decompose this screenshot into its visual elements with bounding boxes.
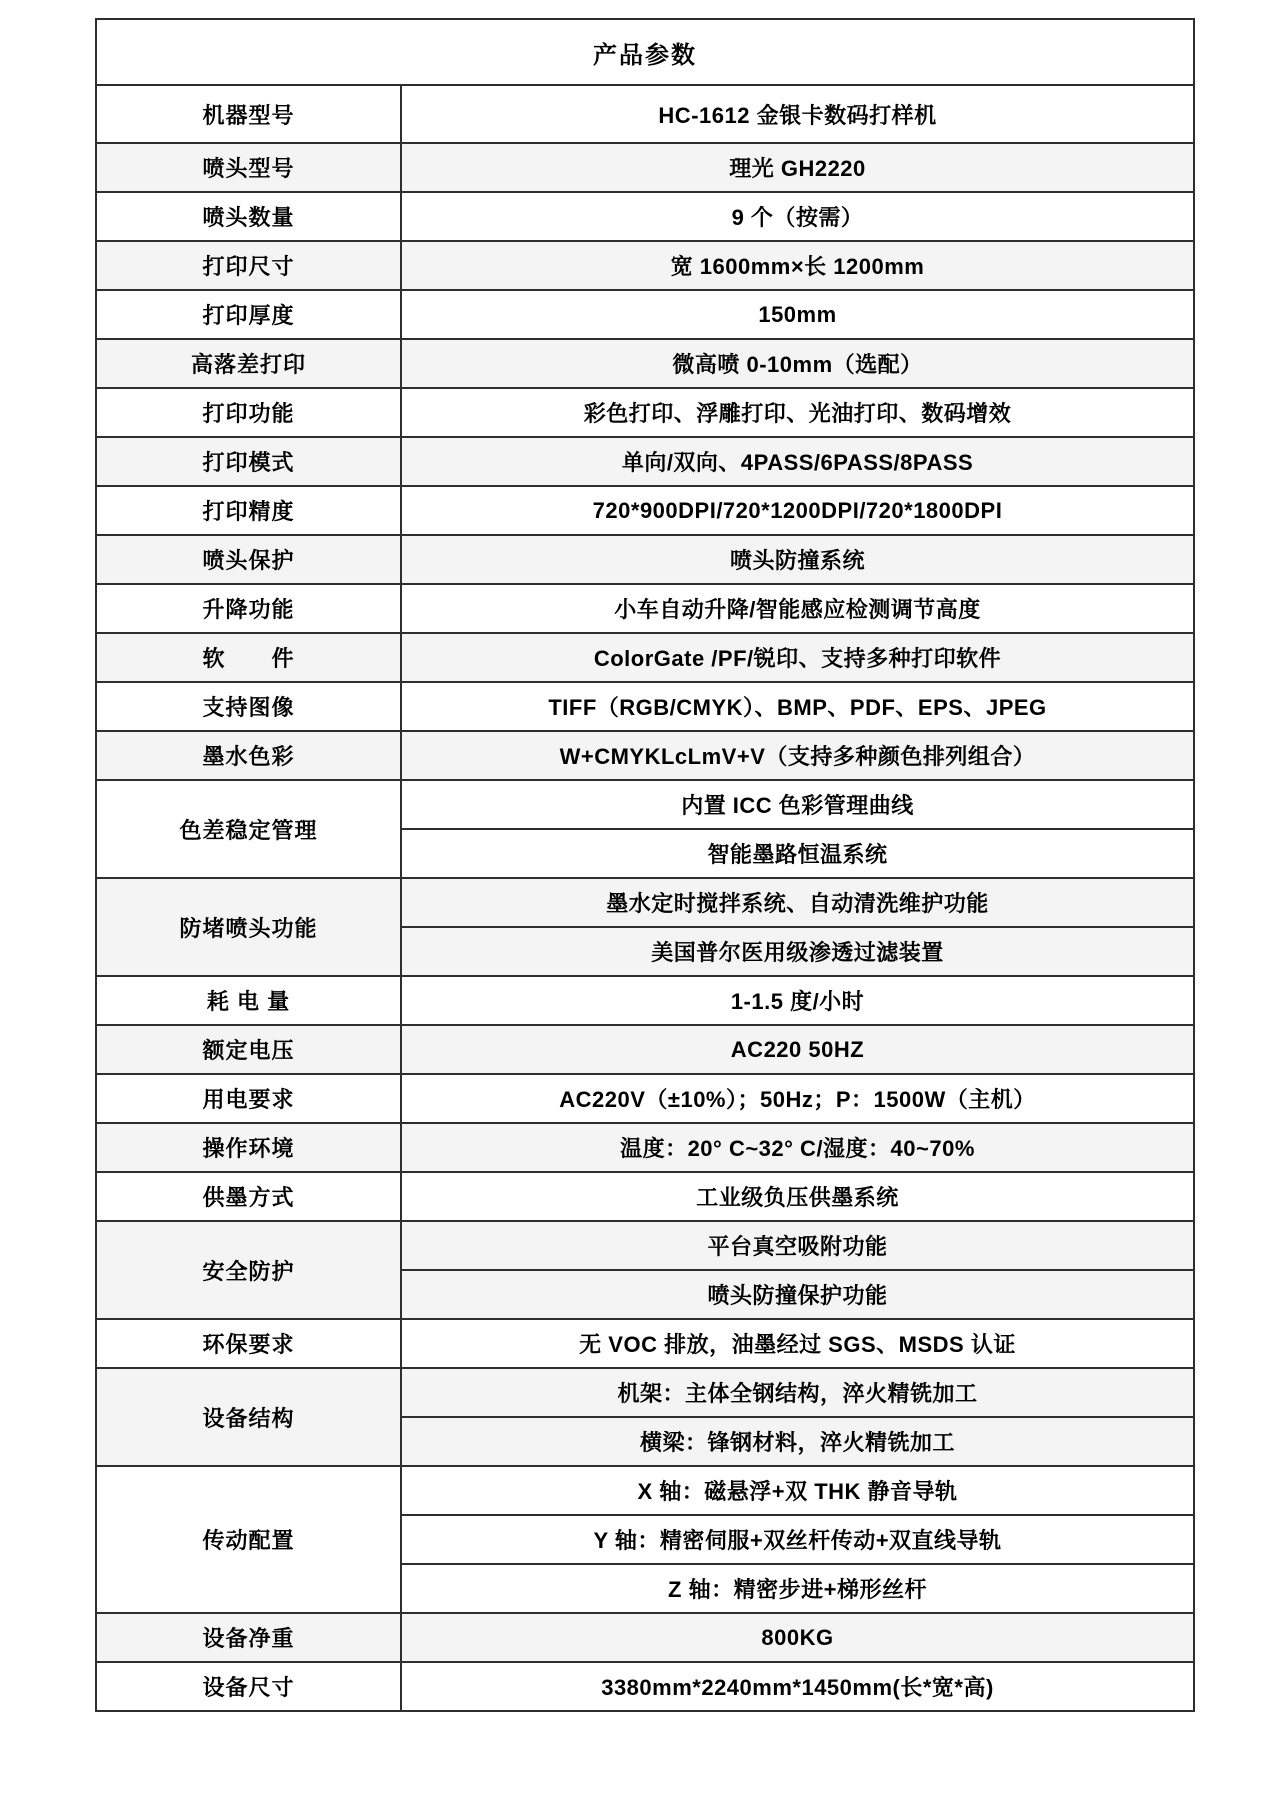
- spec-row: [96, 1613, 1194, 1662]
- spec-row: [96, 1662, 1194, 1711]
- spec-row: [96, 143, 1194, 192]
- spec-row-value: 800KG: [401, 1613, 1194, 1662]
- spec-row: [96, 1172, 1194, 1221]
- spec-row-label: 设备结构: [96, 1368, 401, 1466]
- spec-row: [96, 633, 1194, 682]
- spec-row-value: 内置 ICC 色彩管理曲线: [401, 780, 1194, 829]
- spec-row-label: 支持图像: [96, 682, 401, 731]
- spec-row-value: 3380mm*2240mm*1450mm(长*宽*高): [401, 1662, 1194, 1711]
- spec-row: [96, 535, 1194, 584]
- spec-row-label: 设备尺寸: [96, 1662, 401, 1711]
- table-title: 产品参数: [96, 19, 1194, 85]
- spec-row-label: 色差稳定管理: [96, 780, 401, 878]
- spec-row-value: 喷头防撞保护功能: [401, 1270, 1194, 1319]
- spec-row: [96, 976, 1194, 1025]
- spec-row-label: 升降功能: [96, 584, 401, 633]
- product-spec-table: [95, 18, 1195, 1712]
- spec-row: [96, 339, 1194, 388]
- spec-row-value: 温度：20° C~32° C/湿度：40~70%: [401, 1123, 1194, 1172]
- spec-row: [96, 780, 1194, 829]
- spec-row-value: 彩色打印、浮雕打印、光油打印、数码增效: [401, 388, 1194, 437]
- spec-row-label: 打印功能: [96, 388, 401, 437]
- spec-row-label: 机器型号: [96, 85, 401, 143]
- spec-row-value: AC220 50HZ: [401, 1025, 1194, 1074]
- spec-row-label: 额定电压: [96, 1025, 401, 1074]
- spec-row-value: 720*900DPI/720*1200DPI/720*1800DPI: [401, 486, 1194, 535]
- spec-row-value: 150mm: [401, 290, 1194, 339]
- spec-row-value: 工业级负压供墨系统: [401, 1172, 1194, 1221]
- spec-row-value: 平台真空吸附功能: [401, 1221, 1194, 1270]
- spec-row-value: 宽 1600mm×长 1200mm: [401, 241, 1194, 290]
- spec-row: [96, 241, 1194, 290]
- spec-row-value: 横梁：锋钢材料，淬火精铣加工: [401, 1417, 1194, 1466]
- spec-row-label: 打印模式: [96, 437, 401, 486]
- spec-row: [96, 192, 1194, 241]
- spec-row-value: Z 轴：精密步进+梯形丝杆: [401, 1564, 1194, 1613]
- spec-row: [96, 1025, 1194, 1074]
- spec-row-value: Y 轴：精密伺服+双丝杆传动+双直线导轨: [401, 1515, 1194, 1564]
- spec-row-label: 喷头数量: [96, 192, 401, 241]
- spec-row-value: 美国普尔医用级渗透过滤装置: [401, 927, 1194, 976]
- spec-row-label: 打印厚度: [96, 290, 401, 339]
- spec-row-value: X 轴：磁悬浮+双 THK 静音导轨: [401, 1466, 1194, 1515]
- spec-row-label: 喷头保护: [96, 535, 401, 584]
- spec-row-label: 供墨方式: [96, 1172, 401, 1221]
- spec-row: [96, 1221, 1194, 1270]
- spec-row-label: 传动配置: [96, 1466, 401, 1613]
- spec-row-value: 单向/双向、4PASS/6PASS/8PASS: [401, 437, 1194, 486]
- spec-row-value: 智能墨路恒温系统: [401, 829, 1194, 878]
- spec-row-label: 设备净重: [96, 1613, 401, 1662]
- spec-row-label: 软 件: [96, 633, 401, 682]
- spec-row: [96, 1368, 1194, 1417]
- spec-row-value: 小车自动升降/智能感应检测调节高度: [401, 584, 1194, 633]
- spec-row-value: 微高喷 0-10mm（选配）: [401, 339, 1194, 388]
- spec-row-label: 安全防护: [96, 1221, 401, 1319]
- spec-table-body: [96, 85, 1194, 1711]
- spec-row-label: 打印尺寸: [96, 241, 401, 290]
- spec-row: [96, 1123, 1194, 1172]
- spec-row-value: ColorGate /PF/锐印、支持多种打印软件: [401, 633, 1194, 682]
- spec-row-value: 理光 GH2220: [401, 143, 1194, 192]
- spec-row: [96, 731, 1194, 780]
- spec-row-label: 耗 电 量: [96, 976, 401, 1025]
- spec-row-value: TIFF（RGB/CMYK）、BMP、PDF、EPS、JPEG: [401, 682, 1194, 731]
- spec-row-label: 防堵喷头功能: [96, 878, 401, 976]
- spec-row-label: 打印精度: [96, 486, 401, 535]
- table-header-row: [96, 19, 1194, 85]
- spec-row-value: HC-1612 金银卡数码打样机: [401, 85, 1194, 143]
- spec-row: [96, 1319, 1194, 1368]
- spec-row-value: 墨水定时搅拌系统、自动清洗维护功能: [401, 878, 1194, 927]
- spec-row-value: 机架：主体全钢结构，淬火精铣加工: [401, 1368, 1194, 1417]
- spec-row-value: 1-1.5 度/小时: [401, 976, 1194, 1025]
- spec-row-value: 无 VOC 排放，油墨经过 SGS、MSDS 认证: [401, 1319, 1194, 1368]
- spec-row-value: AC220V（±10%）；50Hz；P：1500W（主机）: [401, 1074, 1194, 1123]
- spec-row-label: 操作环境: [96, 1123, 401, 1172]
- spec-row: [96, 682, 1194, 731]
- spec-row-label: 喷头型号: [96, 143, 401, 192]
- spec-row: [96, 388, 1194, 437]
- spec-row-label: 用电要求: [96, 1074, 401, 1123]
- spec-row: [96, 437, 1194, 486]
- spec-row-value: W+CMYKLcLmV+V（支持多种颜色排列组合）: [401, 731, 1194, 780]
- spec-row: [96, 878, 1194, 927]
- spec-row: [96, 584, 1194, 633]
- spec-row: [96, 486, 1194, 535]
- spec-row-label: 高落差打印: [96, 339, 401, 388]
- spec-row: [96, 85, 1194, 143]
- spec-row-value: 9 个（按需）: [401, 192, 1194, 241]
- spec-row: [96, 1466, 1194, 1515]
- spec-row: [96, 1074, 1194, 1123]
- spec-row: [96, 290, 1194, 339]
- spec-row-label: 环保要求: [96, 1319, 401, 1368]
- spec-row-value: 喷头防撞系统: [401, 535, 1194, 584]
- spec-row-label: 墨水色彩: [96, 731, 401, 780]
